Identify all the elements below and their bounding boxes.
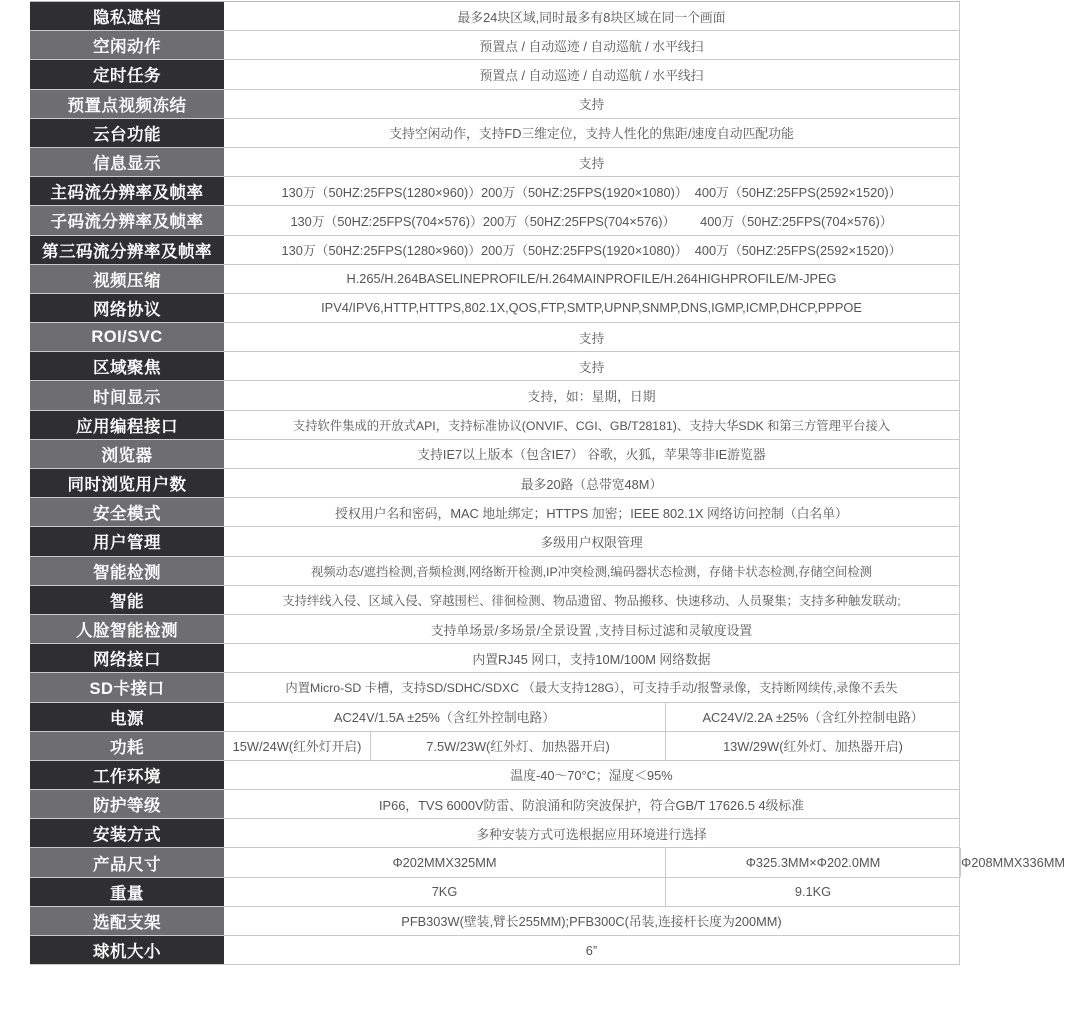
spec-row bbox=[30, 732, 960, 761]
spec-values bbox=[224, 732, 960, 760]
spec-row bbox=[30, 848, 1065, 877]
spec-value: 内置Micro-SD 卡槽，支持SD/SDHC/SDXC （最大支持128G），可支持手动/报警录像，支持断网续传,录像不丢失 bbox=[285, 681, 898, 696]
spec-label: 网络协议 bbox=[30, 294, 224, 322]
spec-row bbox=[30, 265, 960, 294]
spec-value: IP66，TVS 6000V防雷、防浪涌和防突波保护，符合GB/T 17626.5 4级标准 bbox=[378, 797, 805, 813]
spec-value: 7.5W/23W(红外灯、加热器开启) bbox=[370, 732, 665, 760]
spec-value: 支持，如：星期，日期 bbox=[527, 389, 656, 405]
spec-values bbox=[224, 236, 960, 264]
spec-value: AC24V/2.2A ±25%（含红外控制电路） bbox=[665, 703, 960, 731]
spec-values bbox=[224, 177, 960, 205]
spec-row bbox=[30, 119, 960, 148]
spec-value: 视频动态/遮挡检测,音频检测,网络断开检测,IP冲突检测,编码器状态检测，存储卡状态检测,存储空间检测 bbox=[311, 564, 872, 579]
spec-value: AC24V/1.5A ±25%（含红外控制电路） bbox=[333, 710, 556, 726]
spec-row bbox=[30, 236, 960, 265]
spec-values bbox=[224, 644, 960, 672]
spec-value: 13W/29W(红外灯、加热器开启) bbox=[665, 732, 960, 760]
spec-table bbox=[30, 1, 1065, 965]
spec-values bbox=[224, 90, 960, 118]
spec-label: 应用编程接口 bbox=[30, 411, 224, 439]
spec-label: 产品尺寸 bbox=[30, 848, 224, 876]
spec-values bbox=[224, 2, 960, 30]
spec-values bbox=[224, 60, 960, 88]
spec-row bbox=[30, 469, 960, 498]
spec-row bbox=[30, 790, 960, 819]
spec-label: 人脸智能检测 bbox=[30, 615, 224, 643]
spec-value: 支持软件集成的开放式API，支持标准协议(ONVIF、CGI、GB/T28181)、支持大华SDK 和第三方管理平台接入 bbox=[292, 418, 891, 433]
spec-values bbox=[224, 790, 960, 818]
spec-values bbox=[224, 761, 960, 789]
spec-row bbox=[30, 615, 960, 644]
spec-value: 9.1KG bbox=[665, 878, 960, 906]
spec-value: 预置点 / 自动巡迹 / 自动巡航 / 水平线扫 bbox=[479, 67, 704, 83]
spec-row bbox=[30, 703, 960, 732]
spec-row bbox=[30, 440, 960, 469]
spec-label: 浏览器 bbox=[30, 440, 224, 468]
spec-values bbox=[224, 31, 960, 59]
spec-row bbox=[30, 557, 960, 586]
spec-values bbox=[224, 819, 960, 847]
spec-row bbox=[30, 31, 960, 60]
spec-value: 支持IE7以上版本（包含IE7） 谷歌，火狐，苹果等非IE游览器 bbox=[417, 447, 766, 463]
spec-label: 功耗 bbox=[30, 732, 224, 760]
spec-value: PFB303W(壁装,臂长255MM);PFB300C(吊装,连接杆长度为200MM) bbox=[401, 914, 782, 930]
spec-row bbox=[30, 2, 960, 31]
spec-values bbox=[224, 703, 960, 731]
spec-label: 防护等级 bbox=[30, 790, 224, 818]
spec-values bbox=[224, 440, 960, 468]
spec-label: 视频压缩 bbox=[30, 265, 224, 293]
spec-value: 最多24块区域,同时最多有8块区域在同一个画面 bbox=[457, 9, 726, 25]
spec-row bbox=[30, 498, 960, 527]
spec-row bbox=[30, 586, 960, 615]
spec-value: IPV4/IPV6,HTTP,HTTPS,802.1X,QOS,FTP,SMTP,UPNP,SNMP,DNS,IGMP,ICMP,DHCP,PPPOE bbox=[321, 300, 862, 316]
spec-label: 安全模式 bbox=[30, 498, 224, 526]
spec-values bbox=[224, 673, 960, 701]
spec-value: Φ325.3MM×Φ202.0MM bbox=[665, 848, 960, 876]
spec-value: 支持绊线入侵、区域入侵、穿越围栏、徘徊检测、物品遗留、物品搬移、快速移动、人员聚集；支持多种触发联动; bbox=[282, 593, 901, 608]
spec-row bbox=[30, 644, 960, 673]
spec-label: 空闲动作 bbox=[30, 31, 224, 59]
spec-values bbox=[224, 148, 960, 176]
spec-value: 预置点 / 自动巡迹 / 自动巡航 / 水平线扫 bbox=[479, 38, 704, 54]
spec-value: 支持 bbox=[578, 97, 605, 113]
spec-value: 支持空闲动作，支持FD三维定位，支持人性化的焦距/速度自动匹配功能 bbox=[389, 126, 794, 142]
spec-values bbox=[224, 586, 960, 614]
spec-row bbox=[30, 294, 960, 323]
spec-row bbox=[30, 907, 960, 936]
spec-value: 130万（50HZ:25FPS(1280×960)）200万（50HZ:25FPS(1920×1080)） 400万（50HZ:25FPS(2592×1520)） bbox=[281, 184, 902, 200]
spec-label: 球机大小 bbox=[30, 936, 224, 964]
spec-label: 重量 bbox=[30, 878, 224, 906]
spec-value: H.265/H.264BASELINEPROFILE/H.264MAINPROFILE/H.264HIGHPROFILE/M-JPEG bbox=[346, 271, 837, 287]
spec-label: 用户管理 bbox=[30, 527, 224, 555]
spec-values bbox=[224, 907, 960, 935]
spec-value: 温度-40～70°C；湿度＜95% bbox=[510, 768, 673, 784]
spec-value: 最多20路（总带宽48M） bbox=[520, 476, 663, 492]
spec-values bbox=[224, 498, 960, 526]
spec-row bbox=[30, 90, 960, 119]
spec-value: 多级用户权限管理 bbox=[540, 534, 643, 550]
spec-value: 多种安装方式可选根据应用环境进行选择 bbox=[476, 826, 707, 842]
spec-label: 第三码流分辨率及帧率 bbox=[30, 236, 224, 264]
spec-label: 安装方式 bbox=[30, 819, 224, 847]
spec-label: 智能 bbox=[30, 586, 224, 614]
spec-row bbox=[30, 206, 960, 235]
spec-values bbox=[224, 469, 960, 497]
spec-value: 130万（50HZ:25FPS(1280×960)）200万（50HZ:25FPS(1920×1080)） 400万（50HZ:25FPS(2592×1520)） bbox=[281, 243, 902, 259]
spec-values bbox=[224, 352, 960, 380]
spec-label: 智能检测 bbox=[30, 557, 224, 585]
spec-values bbox=[224, 323, 960, 351]
spec-value: 支持 bbox=[578, 359, 605, 375]
spec-value: 6” bbox=[585, 942, 598, 958]
spec-value: 支持 bbox=[578, 330, 605, 346]
spec-values bbox=[224, 936, 960, 964]
spec-row bbox=[30, 527, 960, 556]
spec-label: 网络接口 bbox=[30, 644, 224, 672]
spec-values bbox=[224, 878, 960, 906]
spec-value: 授权用户名和密码，MAC 地址绑定；HTTPS 加密；IEEE 802.1X 网络访问控制（白名单） bbox=[335, 505, 848, 521]
spec-values bbox=[224, 615, 960, 643]
spec-label: 时间显示 bbox=[30, 381, 224, 409]
spec-values bbox=[224, 381, 960, 409]
spec-label: 云台功能 bbox=[30, 119, 224, 147]
spec-label: 工作环境 bbox=[30, 761, 224, 789]
spec-row bbox=[30, 60, 960, 89]
spec-row bbox=[30, 323, 960, 352]
spec-values bbox=[224, 206, 960, 234]
spec-label: 选配支架 bbox=[30, 907, 224, 935]
spec-values bbox=[224, 119, 960, 147]
spec-value: 15W/24W(红外灯开启) bbox=[232, 739, 362, 755]
spec-value: 内置RJ45 网口，支持10M/100M 网络数据 bbox=[472, 651, 711, 667]
spec-values bbox=[224, 527, 960, 555]
spec-row bbox=[30, 411, 960, 440]
spec-values bbox=[224, 265, 960, 293]
spec-value: Φ208MMX336MM bbox=[960, 848, 1065, 876]
spec-row bbox=[30, 673, 960, 702]
spec-value: 130万（50HZ:25FPS(704×576)）200万（50HZ:25FPS(704×576)） 400万（50HZ:25FPS(704×576)） bbox=[290, 213, 893, 229]
spec-label: 电源 bbox=[30, 703, 224, 731]
spec-label: SD卡接口 bbox=[30, 673, 224, 701]
spec-row bbox=[30, 761, 960, 790]
spec-row bbox=[30, 177, 960, 206]
spec-values bbox=[224, 294, 960, 322]
spec-value: Φ202MMX325MM bbox=[392, 855, 497, 871]
spec-value: 支持单场景/多场景/全景设置 ,支持目标过滤和灵敏度设置 bbox=[430, 622, 753, 638]
spec-label: 信息显示 bbox=[30, 148, 224, 176]
spec-label: 主码流分辨率及帧率 bbox=[30, 177, 224, 205]
spec-label: ROI/SVC bbox=[30, 323, 224, 351]
spec-row bbox=[30, 936, 960, 965]
spec-label: 子码流分辨率及帧率 bbox=[30, 206, 224, 234]
spec-row bbox=[30, 878, 960, 907]
spec-label: 同时浏览用户数 bbox=[30, 469, 224, 497]
spec-label: 区域聚焦 bbox=[30, 352, 224, 380]
spec-values bbox=[224, 557, 960, 585]
spec-label: 预置点视频冻结 bbox=[30, 90, 224, 118]
spec-row bbox=[30, 148, 960, 177]
spec-label: 隐私遮档 bbox=[30, 2, 224, 30]
spec-value: 7KG bbox=[431, 884, 458, 900]
spec-row bbox=[30, 352, 960, 381]
spec-row bbox=[30, 819, 960, 848]
spec-values bbox=[224, 848, 1065, 876]
spec-label: 定时任务 bbox=[30, 60, 224, 88]
spec-row bbox=[30, 381, 960, 410]
spec-value: 支持 bbox=[578, 155, 605, 171]
spec-values bbox=[224, 411, 960, 439]
